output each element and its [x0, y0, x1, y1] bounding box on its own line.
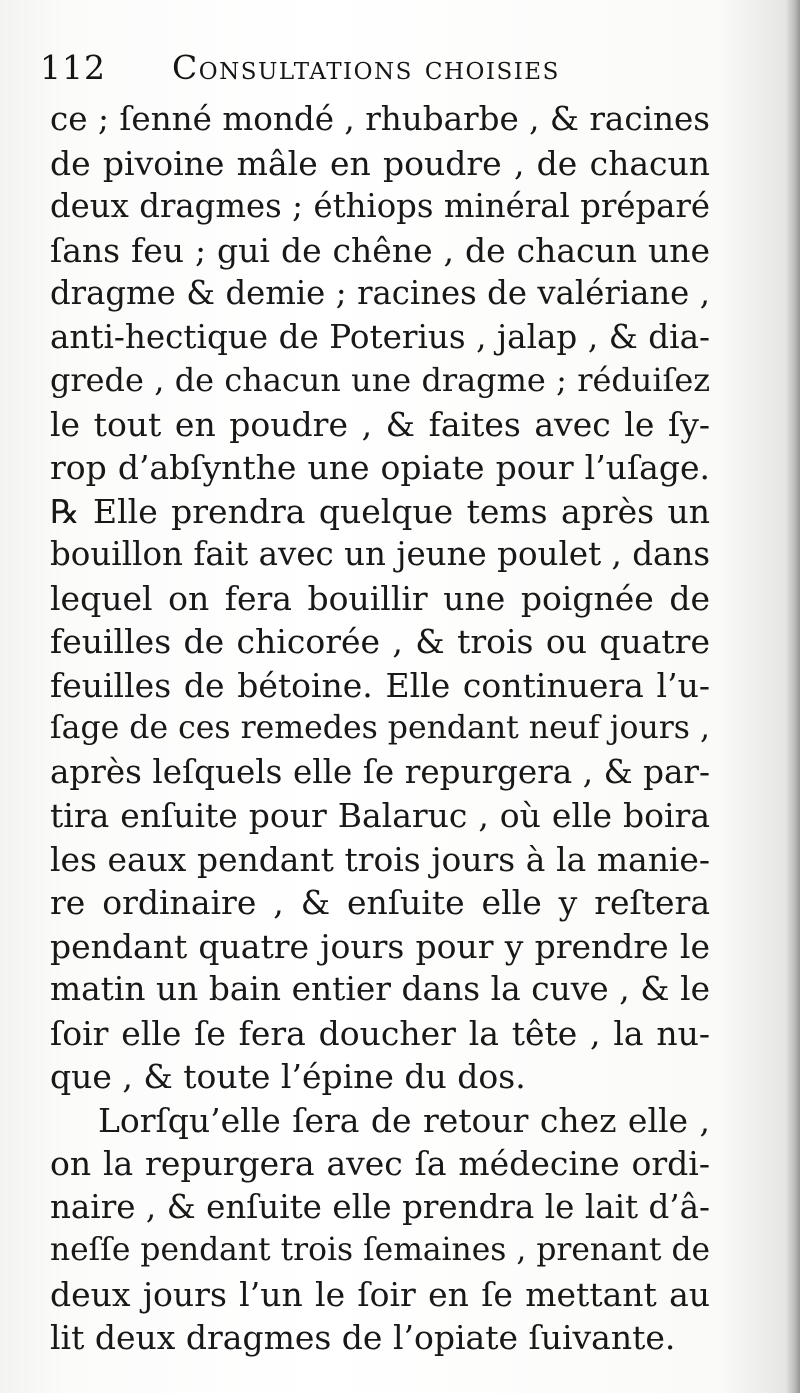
- text-line: deux dragmes ; éthiops minéral préparé: [50, 187, 710, 225]
- page-number: 112: [40, 48, 106, 87]
- paragraph-1: [50, 98, 710, 1099]
- text-line: bouillon fait avec un jeune poulet , dans: [50, 535, 710, 573]
- text-line: dragme & demie ; racines de valériane ,: [50, 274, 710, 312]
- text-line: pendant quatre jours pour y prendre le: [50, 926, 710, 966]
- text-line: deux jours l’un le ſoir en ſe mettant au: [50, 1274, 710, 1314]
- text-line: rop d’abſynthe une opiate pour l’uſage.: [50, 448, 710, 487]
- text-line: feuilles de bétoine. Elle continuera l’u-: [50, 665, 710, 705]
- text-line-paragraph-end: que , & toute l’épine du dos.: [50, 1057, 526, 1096]
- text-line: on la repurgera avec ſa médecine ordi-: [50, 1144, 710, 1183]
- text-line: de pivoine mâle en poudre , de chacun: [50, 143, 710, 183]
- paragraph-2: [50, 1099, 710, 1360]
- text-line: naire , & enſuite elle prendra le lait d’â-: [50, 1187, 710, 1226]
- text-line: après leſquels elle ſe repurgera , & par-: [50, 752, 710, 791]
- text-line: tira enſuite pour Balaruc , où elle boira: [50, 796, 710, 835]
- text-line: anti-hectique de Poterius , jalap , & dia-: [50, 317, 710, 356]
- text-line: lequel on fera bouillir une poignée de: [50, 578, 710, 618]
- text-line: ſoir elle ſe fera doucher la tête , la nu-: [50, 1013, 710, 1053]
- body-text: [50, 98, 710, 1360]
- text-line: feuilles de chicorée , & trois ou quatre: [50, 622, 710, 661]
- page-header: [40, 44, 740, 96]
- text-line: ce ; ſenné mondé , rhubarbe , & racines: [50, 100, 710, 138]
- page-gutter-shadow: [786, 0, 800, 1393]
- text-line: grede , de chacun une dragme ; réduiſez: [50, 361, 710, 399]
- text-line: ſage de ces remedes pendant neuf jours ,: [50, 710, 710, 746]
- text-line: re ordinaire , & enſuite elle y reſtera: [50, 883, 710, 922]
- text-line: le tout en poudre , & faites avec le ſy-: [50, 404, 710, 444]
- text-line-paragraph-end: lit deux dragmes de l’opiate ſuivante.: [50, 1318, 676, 1357]
- text-line: neſſe pendant trois ſemaines , prenant de: [50, 1232, 710, 1268]
- running-title: Consultations choisies: [172, 48, 560, 87]
- text-line: matin un bain entier dans la cuve , & le: [50, 970, 710, 1008]
- text-line-paragraph-start: Lorſqu’elle ſera de retour chez elle ,: [98, 1100, 710, 1140]
- text-line-recipe-mark: ℞ Elle prendra quelque tems après un: [50, 491, 710, 531]
- text-line: les eaux pendant trois jours à la manie-: [50, 839, 710, 879]
- text-line: ſans feu ; gui de chêne , de chacun une: [50, 230, 710, 270]
